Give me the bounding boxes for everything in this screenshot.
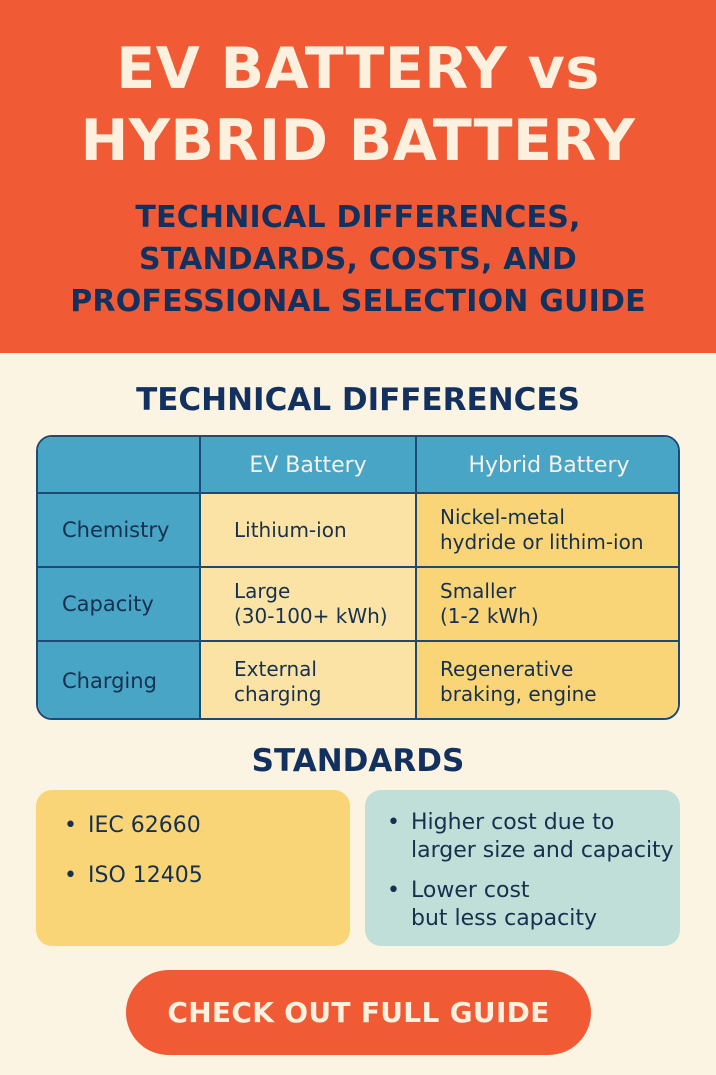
standards-card: • IEC 62660 • ISO 12405 bbox=[36, 790, 350, 946]
check-out-guide-button[interactable]: CHECK OUT FULL GUIDE bbox=[126, 970, 591, 1055]
table-header-ev: EV Battery bbox=[200, 437, 416, 493]
table-divider bbox=[38, 492, 680, 494]
bullet-dot-icon: • bbox=[64, 813, 77, 838]
subtitle-line-2: STANDARDS, COSTS, AND bbox=[138, 242, 578, 277]
subtitle-line-1: TECHNICAL DIFFERENCES, bbox=[135, 200, 581, 235]
bullet-dot-icon: • bbox=[387, 878, 400, 903]
table-divider bbox=[415, 437, 417, 720]
cell-ev-chemistry: Lithium-ion bbox=[200, 493, 416, 567]
cell-ev-capacity: Large (30-100+ kWh) bbox=[200, 567, 416, 641]
bullet-dot-icon: • bbox=[64, 863, 77, 888]
page-title-line-1: EV BATTERY vs bbox=[116, 36, 600, 102]
cost-card: • Higher cost due to larger size and capacity • Lower cost but less capacity bbox=[365, 790, 680, 946]
page-title-line-2: HYBRID BATTERY bbox=[80, 108, 636, 174]
row-label-charging: Charging bbox=[38, 641, 200, 720]
technical-section-title: TECHNICAL DIFFERENCES bbox=[136, 382, 580, 418]
cell-hybrid-capacity: Smaller (1-2 kWh) bbox=[416, 567, 680, 641]
table-header-corner bbox=[38, 437, 200, 493]
table-divider bbox=[38, 566, 680, 568]
standards-section-title: STANDARDS bbox=[251, 743, 465, 779]
subtitle-line-3: PROFESSIONAL SELECTION GUIDE bbox=[70, 284, 646, 319]
table-divider bbox=[38, 640, 680, 642]
comparison-table bbox=[36, 435, 680, 720]
row-label-capacity: Capacity bbox=[38, 567, 200, 641]
table-header-hybrid: Hybrid Battery bbox=[416, 437, 680, 493]
table-divider bbox=[199, 437, 201, 720]
cell-hybrid-chemistry: Nickel-metal hydride or lithim-ion bbox=[416, 493, 680, 567]
row-label-chemistry: Chemistry bbox=[38, 493, 200, 567]
cell-ev-charging: External charging bbox=[200, 641, 416, 720]
bullet-dot-icon: • bbox=[387, 810, 400, 835]
header-banner bbox=[0, 0, 716, 353]
cell-hybrid-charging: Regenerative braking, engine bbox=[416, 641, 680, 720]
